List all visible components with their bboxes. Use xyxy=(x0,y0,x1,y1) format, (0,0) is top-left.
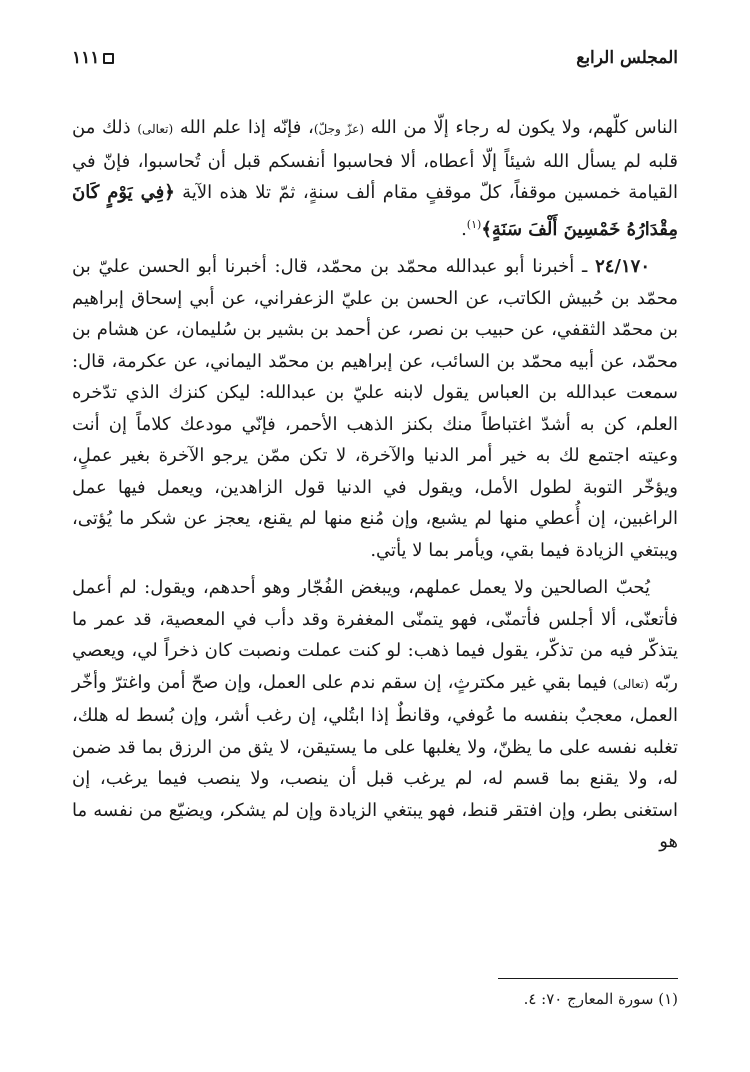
paragraph-1-text-b: ، فإنّه إذا علم الله xyxy=(173,117,314,138)
hadith-number: ٢٤/١٧٠ xyxy=(595,256,650,277)
honorific-note: (تعالى) xyxy=(612,676,649,691)
main-text xyxy=(72,112,678,864)
paragraph-1-text-c: ذلك من قلبه لم يسأل الله شيئاً إلّا أعطاه، ألا فحاسبوا أنفسكم قبل أن تُحاسبوا، فإنّ في القيامة خمسين موقفاً، كلّ موقفٍ مقام ألف سنةٍ، ثمّ تلا هذه الآية xyxy=(72,117,678,203)
paragraph-1-end: . xyxy=(461,218,467,240)
page-number-block xyxy=(72,48,114,68)
running-header xyxy=(72,48,678,78)
honorific-note: (عزّ وجلّ) xyxy=(313,122,365,136)
paragraph-2 xyxy=(72,251,678,566)
paragraph-2-text: ـ أخبرنا أبو عبدالله محمّد بن محمّد، قال: أخبرنا أبو الحسن عليّ بن محمّد بن حُبيش الكاتب، عن الحسن بن عليّ الزعفراني، عن أبي إسحاق إبراهيم بن محمّد الثقفي، عن حبيب بن نصر، عن أحمد بن بشير بن سُليمان، عن هشام بن محمّد، عن أبيه محمّد بن السائب، عن إبراهيم بن محمّد اليماني، عن عكرمة، قال: سمعت عبدالله بن العباس يقول لابنه عليّ بن عبدالله: ليكن كنزك الذي تدّخره العلم، كن به أشدّ اغتباطاً منك بكنز الذهب الأحمر، فإنّي مودعك كلاماً إن أنت وعيته اجتمع لك به خير أمر الدنيا والآخرة، لا تكن ممّن يرجو الآخرة بغير عملٍ، ويؤخّر التوبة لطول الأمل، ويقول في الدنيا قول الزاهدين، ويعمل فيها عمل الراغبين، إن أُعطي منها لم يشبع، وإن مُنع منها لم يقنع، يعجز عن شكر ما يُؤتى، ويبتغي الزيادة فيما بقي، ويأمر بما لا يأتي. xyxy=(72,256,678,561)
book-page xyxy=(72,40,678,1040)
footnote-divider xyxy=(498,978,678,979)
paragraph-1-text-a: الناس كلّهم، ولا يكون له رجاء إلّا من الله xyxy=(364,117,678,138)
footnote: (١) سورة المعارج ٧٠: ٤. xyxy=(523,990,678,1008)
paragraph-3-text-a: يُحبّ الصالحين ولا يعمل عملهم، ويبغض الفُجّار وهو أحدهم، ويقول: لم أعمل فأتعنّى، ألا أجلس فأتمنّى، فهو يتمنّى المغفرة وقد دأب في المعصية، قد عمر ما يتذكّر فيه من تذكّر، يقول فيما ذهب: لو كنت عملت ونصبت كان ذخراً لي، ويعصي ربّه xyxy=(72,577,679,693)
paragraph-1 xyxy=(72,112,678,245)
page-number: ١١١ xyxy=(72,48,100,68)
chapter-title: المجلس الرابع xyxy=(576,48,678,68)
footnote-reference: (١) xyxy=(466,217,482,231)
square-marker-icon xyxy=(103,53,114,64)
quran-verse: ﴿فِي يَوْمٍ كَانَ مِقْدَارُهُ خَمْسِينَ أَلْفَ سَنَةٍ﴾ xyxy=(72,182,678,240)
honorific-note: (تعالى) xyxy=(137,122,174,136)
paragraph-3 xyxy=(72,572,678,858)
paragraph-3-text-b: فيما بقي غير مكترثٍ، إن سقم ندم على العمل، وإن صحّ أمن واغترّ وأخّر العمل، معجبٌ بنفسه ما عُوفي، وقانطٌ إذا ابتُلي، إن رغب أشر، وإن بُسط له هلك، تغلبه نفسه على ما يظنّ، ولا يغلبها على ما يستيقن، لا يثق من الرزق بما قد ضمن له، ولا يقنع بما قسم له، لم يرغب قبل أن ينصب، ولا ينصب فيما يرغب، إن استغنى بطر، وإن افتقر قنط، فهو يبتغي الزيادة وإن لم يشكر، ويضيّع من نفسه ما هو xyxy=(72,671,678,852)
